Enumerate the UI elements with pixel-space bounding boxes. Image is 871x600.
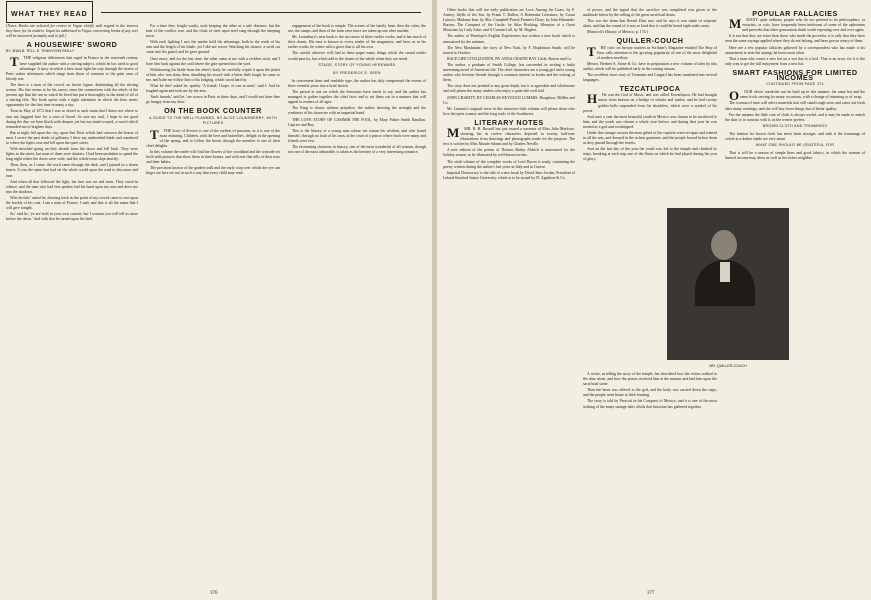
paragraph: That a man who wears a new hat on a wet day is a fool. That is an error, for it is the only way to get the full enjoyment from a new hat. bbox=[725, 56, 865, 66]
drop-cap: O bbox=[729, 88, 740, 104]
paragraph: of power, and the signal that the sacrifice was completed was given to the multitude below by the rolling of the great sacrificial drum. bbox=[583, 8, 717, 18]
paragraph: Once more, and for the last time, the other came at me with a reckless rush, and I bore him back against the wall where the gate opened into the yard. bbox=[146, 56, 280, 66]
paragraph: (Bancroft's History of Mexico, p. 174.) bbox=[587, 30, 648, 35]
article-title: A HOUSEWIFE' SWORD bbox=[26, 40, 118, 50]
article-title: TEZCATLIPOCA bbox=[619, 84, 681, 94]
left-column-2 bbox=[146, 24, 280, 178]
right-column-3 bbox=[725, 8, 865, 162]
drop-cap: M bbox=[447, 124, 460, 140]
drop-cap: T bbox=[150, 126, 159, 142]
paragraph: JOHN CHARITY, BY CHARLES REYNOLD LUMMIS. Houghton, Mifflin and Co. bbox=[443, 95, 575, 105]
paragraph: The story does not pretend to any great depth, but it is agreeable and wholesome and will please the many readers who enjoy a quiet tale well told. bbox=[443, 84, 575, 94]
paragraph: H He was the God of Music, and was called Tezcatlipoca. He had brought music from heaven on a bridge of whales and turtles; and he had twenty golden bells suspended from his shoulders, which were a symbol of his power. bbox=[583, 91, 717, 113]
paragraph: Then, then, as I came, the word came through the dark, and I paused in a dozen hearts. It was the same that had set the whole world upon the road to discourse and turn. bbox=[6, 163, 138, 178]
portrait-photo bbox=[667, 208, 789, 360]
paragraph: The fascinating character in history, one of the most wonderful of all women, though not one of the most admirable, is taken as the heroine of a very interesting romance. bbox=[288, 144, 426, 155]
paragraph: This was the drum that Bernal Diaz saw, and he says it was made of serpents' skins, and that the sound of it was so loud that it could be heard eight miles away. bbox=[583, 19, 717, 29]
left-column-3 bbox=[288, 24, 426, 156]
paragraph: T THE lover of flowers is one of the earliest of passions, as it is one of the most enduring. Children, with the bees and butterflies, delight in the opening of the spring, and to follow the brook through the meadow is one of their chief delights. bbox=[146, 126, 280, 148]
paragraph: The story is told by Prescott in his Conquest of Mexico, and it is one of the most striking of the many strange tales which that historian has gathered together. bbox=[583, 399, 717, 409]
article-title: POPULAR FALLACIES bbox=[752, 9, 838, 18]
article-subtitle: CONTINUED FROM PAGE 374 bbox=[766, 82, 824, 87]
paragraph: The author, a graduate of Smith College, has succeeded in writing a fairly interesting novel of American life. The chief characters are a young girl and a young author who become friends through a common interest in books and the writing of them. bbox=[443, 62, 575, 83]
paragraph: Messrs. Herbert S. Stone & Co. have in preparation a new volume of tales by this author, which will be published early in the coming season. bbox=[583, 61, 717, 71]
paragraph: engagement of the book is simple. The scenes of the family farm, then the cities, the sea, the camps, and then of the farm once more are taken up one after another. bbox=[288, 24, 426, 34]
left-column-1 bbox=[6, 24, 138, 223]
paragraph: 'Such friends,' said he, 'are scarce in Paris in these days, and I would not have thee go hungry from my door.' bbox=[146, 95, 280, 105]
article-title: SMART FASHIONS FOR LIMITED INCOMES bbox=[732, 67, 858, 83]
paragraph: With mischief going on they shrank from the doors and fell back. They were lights in the street, but none of them were shutters. I had been unshaken to spend the long night where the doors were wide, and the whole town slept heavily. bbox=[6, 147, 138, 162]
right-column-2-top bbox=[583, 8, 717, 186]
drop-cap: T bbox=[587, 43, 596, 59]
paragraph: In convenient form and readable type, the author has ably compressed the events of three eventful years into a brief sketch. bbox=[288, 78, 426, 88]
page-number: 376 bbox=[210, 591, 218, 596]
paragraph: With each lighting I saw the smoke hold the advantage, both in the reach of his arm and the length of his blade, yet I did not waver. Watching his chance, a swift cut came into his guard, and he gave ground. bbox=[146, 40, 280, 55]
paragraph: A new edition of the poems of Thomas Bailey Aldrich is announced for the holiday season, to be illustrated by well-known artists. bbox=[443, 148, 575, 158]
right-page bbox=[437, 0, 871, 600]
paragraph: The fashion for brown cloth has never been stronger, and with it the trimmings of velvet in a darker shade are very smart. bbox=[725, 131, 865, 141]
paragraph: Twas in May of 1572 that I was so dosed to such strain that I knew not where to turn my haggard face for a crust of bread. As sure my soul, I hope to see good during the day, we have black with despair, yet but my mind swayed, a sword which reminded me of brighter days. bbox=[6, 109, 138, 129]
page-number: 377 bbox=[647, 591, 655, 596]
portrait-shirt bbox=[720, 262, 730, 282]
paragraph: In this volume the reader will find the flowers of the woodland and the wayside set forth with pictures that show them in their homes, and with text that tells of their uses and their habits. bbox=[146, 150, 280, 165]
paragraph: For a time they fought warily, each keeping the other at a safe distance, but the heat of the conflict rose, and the clash of steel upon steel rang through the sleeping town. bbox=[146, 24, 280, 39]
paragraph: And when all that followed the light, his face was set and stern. They stood in silence, and the man who had first spoken laid his hand upon my arm and drew me into the shadows. bbox=[6, 179, 138, 194]
paragraph: This is the history of a young man whose wit outran his wisdom, and who found himself, through no fault of his own, at the court of a prince where fools were many and friends were few. bbox=[288, 128, 426, 143]
paragraph: That it will be a season of simple lines and good fabrics, in which the woman of limited income may dress as well as her richer neighbor. bbox=[725, 151, 865, 161]
paragraph: Other books that will see early publication are Love Among the Lions, by F. Anstey; Idylls of the Sea, by Frank T. Bullen; A Bohemian Literature, by Count Lutzow; Madame Izan, by Mrs. Campbell-Praed; Farmer's Diary, by John Edmunds-Burton; The Conquest of the Castle, by Silas Hocking; Memoirs of a Great Musician, by Lady Ashe; and A Curtain Call, by M. Hughes. bbox=[443, 8, 575, 33]
paragraph: The excellent short story of Tremaine and Lingard has been translated into several languages. bbox=[583, 73, 717, 83]
article-subtitle: STAGE, STORY OF YOUNG HEREWARD bbox=[318, 62, 396, 67]
paragraph: T THE religious differences that raged in France in the sixteenth century have supplied the author with a stirring subject, which he has used to good advantage. A story in which a hero must fight his way through the streets of Paris wakes adventures which range from those of romance to the grim ones of bloody war. bbox=[6, 54, 138, 81]
paragraph: So,' said he, 'ye are bold in your own conceit; but I warrant you will tell us more before the dawn.' And with that he turned upon his heel. bbox=[6, 212, 138, 222]
paragraph: Then the heart was offered to the god, and the body was carried down the steps, and the people went home to their feasting. bbox=[583, 388, 717, 398]
paragraph: Mr. Lounsbury's new book is the successor of three earlier works, and it has much of their charm. His ease is known to every reader of the magazines, and here, as in his earlier works, he writes with a grace that is all his own. bbox=[288, 35, 426, 50]
article-byline: BY JEAN B. TELL, E. TENNYSON REILLY bbox=[6, 49, 75, 54]
drop-cap: T bbox=[10, 54, 19, 70]
editor-note: [Notes. Books are selected for review in Vogue chiefly with regard to the interest they have for its readers. Inquiries addressed to Vogue concerning books of any sort will be answered promptly and in full.] bbox=[6, 24, 138, 39]
paragraph: Here are a few popular fallacies gathered by a correspondent who has made it his amusement to note the sayings he hears most often. bbox=[725, 45, 865, 55]
paragraph: THE LOVE STORY OF CASIMIR THE FOOL, by Mary Fisher Smith Randlau. Caprice and Ray. bbox=[288, 117, 426, 127]
left-page bbox=[0, 0, 432, 600]
article-title: QUILLER-COUCH bbox=[616, 36, 684, 46]
right-column-1 bbox=[443, 8, 575, 182]
paragraph: It is not that they are wiser than those who made the proverbs; it is only that they have seen the same sayings applied where they do not belong, and have grown weary of them. bbox=[725, 34, 865, 44]
paragraph: Mr. Lummis's original verse in this attractive little volume will please those who love the open country and the long trails of the Southwest. bbox=[443, 106, 575, 116]
article-subtitle: A GUIDE TO THE WELL PLANNED, BY ALICE LOUNSBERRY, WITH PICTURES bbox=[149, 115, 277, 125]
section-header bbox=[6, 3, 93, 21]
paragraph: Under this strange custom the most gifted of the captives were set apart and trained in all the arts, and dressed in the richest garments; and the people bowed before them as they passed through the streets. bbox=[583, 130, 717, 146]
paragraph: The hero is a man of the crowd, an heroic figure, dominating all the stirring scenes. His fate seems to be his career, since the connections with the rebels of the present age that the one in which he lived has put it thoroughly in the mind of all of a stirring title. The book opens with a night adventure in which the hero meets opportunity for the first time in many a day. bbox=[6, 82, 138, 108]
section-subhead: BROWN CLOTH AND TRIMMINGS bbox=[762, 123, 828, 128]
paragraph: But at night fell upon the city, upon that Paris which had outworn the hearts of men, I swore the past deeds of gallantry I drew my unsheathed blade and wandered to where the lights rose and fell upon the quiet street. bbox=[6, 130, 138, 145]
paragraph: M MANY quite ordinary people who do not pretend to be philosophers, or essayists, or wits, have frequently been intolerant of some of the aphorisms and proverbs that other generations think worth repeating over and over again. bbox=[725, 18, 865, 33]
paragraph: And once a year the most beautiful youth in Mexico was chosen to be sacrificed to him; and the youth was chosen a whole year before, and during that year he was treated as a god and worshipped. bbox=[583, 114, 717, 129]
drop-cap: H bbox=[587, 91, 598, 107]
article-title: ON THE BOOK COUNTER bbox=[164, 106, 262, 116]
paragraph: For the autumn the little coat of cloth is always useful, and it may be made to match the skirt or to contrast with it, as the wearer prefers. bbox=[725, 112, 865, 122]
paragraph: The New Manhattan: the story of New York, by F. Hopkinson Smith, will be issued in October. bbox=[443, 45, 575, 55]
paragraph: RACE LIFE CIVILIZATION, BY ANNA CHAPIN RAY. Little, Brown and Co. bbox=[447, 56, 573, 61]
header-rule bbox=[101, 12, 421, 13]
paragraph: Withdrawing his blade from the other's body, he carefully wiped it upon the jacket of him who was slain; then, sheathing his sword with a bitter little laugh, he came to me, and bade me follow him to his lodging, which stood hard by. bbox=[146, 67, 280, 82]
article-byline: BY FREDERICK E. SEEN bbox=[333, 70, 381, 75]
paragraph: And on the last day of the year the youth was led to the temple and climbed its steps, breaking at each step one of the flutes on which he had played during his year of glory. bbox=[583, 147, 717, 162]
photo-caption: MR. QUILLER-COUCH bbox=[709, 364, 747, 368]
portrait-face bbox=[711, 230, 737, 260]
paragraph: A writer, in telling the story of the temple, has described how the victim walked to the altar alone, and how the priests received him at the summit and laid him upon the sacrificial stone. bbox=[583, 372, 717, 387]
paragraph: Imperial Democracy is the title of a new book by David Starr Jordan, President of Leland Stanford Junior University, which is to be issued by D. Appleton & Co. bbox=[443, 170, 575, 180]
paragraph: The author of Penelope's English Experiences has written a new book which is announced for the autumn. bbox=[443, 34, 575, 44]
paragraph: T HE critic on literary matters in Scribner's Magazine entitled The Ship of Stars calls attention to the growing popularity of one of the most delightful of modern novelists. bbox=[583, 46, 717, 61]
paragraph: The King is drawn without prejudice, the author showing the strength and the weakness of his character with an impartial hand. bbox=[288, 106, 426, 116]
paragraph: M MR. R. H. Russell has just issued a souvenir of Miss Julia Marlowe, showing her in twelve characters depicted in twenty half-tone illustrations from drawings and photographs made for the purpose. The text is written by Miss Maude Adams and by Charles Neville. bbox=[443, 124, 575, 147]
paragraph: The careful observer will find in these pages many things which the casual reader would pass by, but which add to the charm of the whole when they are noted. bbox=[288, 51, 426, 61]
paragraph: The woman of taste will select materials that will stand rough wear and come out fresh after many wearings; and she will buy fewer things but of better quality. bbox=[725, 101, 865, 111]
paragraph: The period is one on which the historians have much to say, and the author has managed to gather together the chief facts and to set them out in a manner that will appeal to readers of all ages. bbox=[288, 90, 426, 105]
article-title: LITERARY NOTES bbox=[474, 117, 544, 127]
section-subhead: WHAT ONE SHOULD BE GRATEFUL FOR bbox=[755, 143, 835, 148]
paragraph: Who be this? asked he, drawing back as the point of my sword came to rest upon the buckle of his coat. I am a man of France, I said; and that is all the name that I will give tonight. bbox=[6, 195, 138, 211]
paragraph: O OUR clever wardrobe can be built up in this manner, the same hat and the same frock serving for many occasions, with a change of trimming or of wrap. bbox=[725, 90, 865, 100]
paragraph: The precision known of the garden walk and the early crop over which the eye can linger are here set out in such a way that every child may read. bbox=[146, 166, 280, 176]
drop-cap: M bbox=[729, 16, 742, 32]
paragraph: What be this? asked he, quietly. 'A friend, I hope, of one in need,' said I. And he laughed again and took me by the arm. bbox=[146, 84, 280, 94]
right-column-2-bottom bbox=[583, 372, 717, 411]
paragraph: The sixth volume of the complete works of Lord Byron is ready, containing the poetry written during the author's last years in Italy and in Greece. bbox=[443, 159, 575, 169]
section-title: WHAT THEY READ bbox=[11, 11, 88, 18]
section-header-box bbox=[6, 1, 93, 23]
